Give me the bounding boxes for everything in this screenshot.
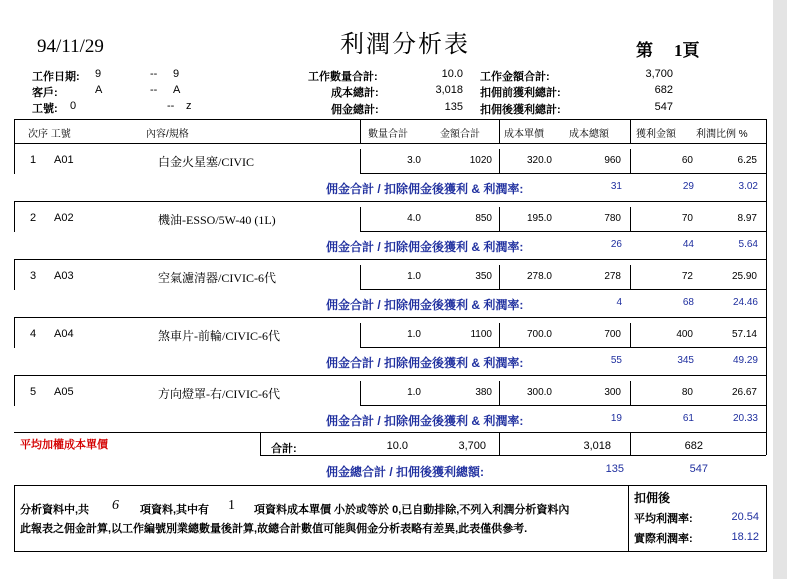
cell-bottom-rule: [360, 347, 766, 348]
row-job: A05: [54, 386, 74, 398]
cell-bottom-rule: [360, 173, 766, 174]
row-commission-label: 佣金合計 / 扣除佣金後獲利 & 利潤率:: [326, 356, 524, 370]
col-qty: 數量合計: [368, 129, 408, 140]
row-net-ratio: 3.02: [738, 181, 758, 192]
totals-amount: 3,700: [458, 440, 486, 452]
row-amount: 850: [475, 213, 492, 224]
cell-divider: [360, 207, 361, 231]
row-net-profit: 44: [682, 239, 694, 250]
row-commission: 19: [610, 413, 622, 424]
row-left-border: [14, 317, 15, 347]
note-suffix: 項資料成本單價 小於或等於 0,已自動排除,不列入利潤分析資料內: [254, 504, 570, 516]
row-profit: 80: [681, 387, 693, 398]
row-content: 方向燈罩-右/CIVIC-6代: [158, 387, 280, 401]
row-profit: 60: [681, 155, 693, 166]
header-divider: [499, 119, 500, 143]
avg-rate-label: 平均利潤率:: [634, 513, 693, 525]
row-right-border: [766, 375, 767, 433]
profit-before-label: 扣佣前獲利總計:: [480, 87, 561, 99]
actual-rate-value: 18.12: [731, 531, 759, 543]
col-total-cost: 成本總額: [569, 129, 609, 140]
row-net-profit: 61: [682, 413, 694, 424]
row-left-border: [14, 143, 15, 173]
commission-total-value: 135: [444, 101, 463, 113]
avg-rate-value: 20.54: [731, 511, 759, 523]
cell-divider: [360, 265, 361, 289]
col-unit-cost: 成本單價: [504, 129, 544, 140]
row-corner: [14, 231, 15, 232]
totals-commission: 135: [605, 463, 624, 475]
cost-total-label: 成本總計:: [331, 87, 379, 99]
header-divider: [630, 119, 631, 143]
row-divider-rule: [14, 375, 767, 376]
totals-commission-label: 佣金總合計 / 扣佣後獲利總額:: [326, 465, 484, 479]
row-unit-cost: 278.0: [526, 271, 552, 282]
row-ratio: 57.14: [731, 329, 757, 340]
work-date-label: 工作日期:: [32, 71, 80, 83]
cell-bottom-rule: [360, 231, 766, 232]
note-mid: 項資料,其中有: [140, 504, 210, 516]
window-edge: [773, 0, 787, 579]
row-total-cost: 300: [604, 387, 621, 398]
row-corner: [14, 347, 15, 348]
row-total-cost: 278: [604, 271, 621, 282]
commission-total-label: 佣金總計:: [331, 104, 379, 116]
footer-left-border: [14, 485, 15, 552]
totals-divider: [766, 432, 767, 455]
row-ratio: 25.90: [731, 271, 757, 282]
row-left-border: [14, 259, 15, 289]
weighted-cost-label: 平均加權成本單價: [20, 439, 108, 451]
job-from: 0: [70, 100, 77, 112]
report-date: 94/11/29: [37, 36, 104, 57]
row-amount: 1100: [470, 329, 492, 340]
row-right-border: [766, 259, 767, 317]
row-net-ratio: 20.33: [732, 413, 758, 424]
row-unit-cost: 320.0: [526, 155, 552, 166]
qty-total-value: 10.0: [441, 68, 463, 80]
customer-to: A: [173, 84, 181, 96]
row-left-border: [14, 201, 15, 231]
row-commission-label: 佣金合計 / 扣除佣金後獲利 & 利潤率:: [326, 240, 524, 254]
row-seq: 3: [30, 270, 37, 282]
row-commission: 55: [610, 355, 622, 366]
row-ratio: 26.67: [731, 387, 757, 398]
totals-divider: [260, 432, 261, 455]
totals-cost: 3,018: [583, 440, 611, 452]
cell-divider: [360, 381, 361, 405]
col-ratio: 利潤比例 %: [696, 129, 748, 140]
row-content: 空氣濾清器/CIVIC-6代: [158, 271, 276, 285]
cell-bottom-rule: [360, 405, 766, 406]
row-profit: 72: [681, 271, 693, 282]
col-profit: 獲利金額: [636, 129, 676, 140]
row-job: A04: [54, 328, 74, 340]
totals-sum-label: 合計:: [271, 443, 297, 455]
row-left-border: [14, 375, 15, 405]
page-label: 第: [636, 41, 653, 60]
header-right-border: [766, 119, 767, 143]
row-content: 白金火星塞/CIVIC: [158, 155, 255, 169]
profit-after-value: 547: [654, 101, 673, 113]
profit-after-label: 扣佣後獲利總計:: [480, 104, 561, 116]
actual-rate-label: 實際利潤率:: [634, 533, 693, 545]
row-seq: 2: [30, 212, 37, 224]
job-label: 工號:: [32, 103, 58, 115]
profit-before-value: 682: [654, 84, 673, 96]
row-commission: 4: [616, 297, 622, 308]
row-seq: 5: [30, 386, 37, 398]
row-corner: [14, 289, 15, 290]
customer-sep: --: [150, 84, 158, 96]
row-qty: 1.0: [407, 271, 421, 282]
note-prefix: 分析資料中,共: [20, 504, 90, 516]
row-net-ratio: 5.64: [738, 239, 758, 250]
totals-net-profit: 547: [689, 463, 708, 475]
row-divider-rule: [14, 201, 767, 202]
cost-total-value: 3,018: [435, 84, 463, 96]
footer-right-border: [766, 485, 767, 552]
footer-top-rule: [14, 485, 767, 486]
row-right-border: [766, 143, 767, 201]
note-count2: 1: [228, 498, 235, 513]
amount-total-value: 3,700: [645, 68, 673, 80]
qty-total-label: 工作數量合計:: [308, 71, 378, 83]
row-unit-cost: 700.0: [526, 329, 552, 340]
col-amount: 金額合計: [440, 129, 480, 140]
row-commission-label: 佣金合計 / 扣除佣金後獲利 & 利潤率:: [326, 182, 524, 196]
col-content: 內容/規格: [146, 129, 189, 140]
row-qty: 1.0: [407, 387, 421, 398]
row-commission-label: 佣金合計 / 扣除佣金後獲利 & 利潤率:: [326, 414, 524, 428]
amount-total-label: 工作金額合計:: [480, 71, 550, 83]
job-to: z: [186, 100, 192, 112]
cell-divider: [360, 149, 361, 173]
footer-divider: [628, 485, 629, 552]
row-total-cost: 960: [604, 155, 621, 166]
cell-divider: [630, 265, 631, 289]
row-unit-cost: 300.0: [526, 387, 552, 398]
report-title: 利潤分析表: [340, 32, 470, 58]
row-profit: 400: [676, 329, 693, 340]
row-amount: 350: [475, 271, 492, 282]
row-qty: 4.0: [407, 213, 421, 224]
customer-from: A: [95, 84, 103, 96]
row-commission: 31: [610, 181, 622, 192]
cell-bottom-rule: [360, 289, 766, 290]
customer-label: 客戶:: [32, 87, 58, 99]
row-commission-label: 佣金合計 / 扣除佣金後獲利 & 利潤率:: [326, 298, 524, 312]
totals-divider: [630, 432, 631, 455]
row-net-profit: 29: [682, 181, 694, 192]
job-sep: --: [167, 100, 175, 112]
row-qty: 1.0: [407, 329, 421, 340]
totals-bottom-rule: [260, 455, 766, 456]
row-net-profit: 345: [677, 355, 694, 366]
row-commission: 26: [610, 239, 622, 250]
row-qty: 3.0: [407, 155, 421, 166]
row-right-border: [766, 317, 767, 375]
row-content: 煞車片-前輪/CIVIC-6代: [158, 329, 280, 343]
row-net-ratio: 49.29: [732, 355, 758, 366]
cell-divider: [630, 381, 631, 405]
row-net-ratio: 24.46: [732, 297, 758, 308]
cell-divider: [630, 207, 631, 231]
note-line2: 此報表之佣金計算,以工作編號別業總數量後計算,故總合計數值可能與佣金分析表略有差異,此表僅供參考.: [20, 523, 528, 535]
row-divider-rule: [14, 317, 767, 318]
header-bottom-rule: [14, 143, 767, 144]
row-total-cost: 700: [604, 329, 621, 340]
header-left-border: [14, 119, 15, 143]
header-divider: [360, 119, 361, 143]
row-corner: [14, 405, 15, 406]
row-job: A02: [54, 212, 74, 224]
row-total-cost: 780: [604, 213, 621, 224]
col-seq-job: 次序 工號: [28, 129, 71, 140]
row-amount: 1020: [469, 155, 492, 166]
cell-divider: [360, 323, 361, 347]
row-seq: 4: [30, 328, 37, 340]
row-content: 機油-ESSO/5W-40 (1L): [158, 213, 276, 227]
row-ratio: 6.25: [737, 155, 757, 166]
totals-profit: 682: [684, 440, 703, 452]
totals-divider: [499, 432, 500, 455]
work-date-sep: --: [150, 68, 158, 80]
work-date-to: 9: [173, 68, 180, 80]
row-profit: 70: [681, 213, 693, 224]
header-top-rule: [14, 119, 767, 120]
row-job: A01: [54, 154, 74, 166]
note-count1: 6: [112, 498, 119, 513]
totals-qty: 10.0: [386, 440, 408, 452]
totals-top-rule: [14, 432, 767, 433]
row-divider-rule: [14, 259, 767, 260]
footer-bottom-rule: [14, 551, 767, 552]
row-seq: 1: [30, 154, 37, 166]
row-job: A03: [54, 270, 74, 282]
row-unit-cost: 195.0: [526, 213, 552, 224]
after-commission-label: 扣佣後: [634, 491, 671, 505]
cell-divider: [630, 323, 631, 347]
row-corner: [14, 173, 15, 174]
page-number: 1頁: [674, 41, 700, 60]
row-ratio: 8.97: [737, 213, 757, 224]
work-date-from: 9: [95, 68, 102, 80]
cell-divider: [630, 149, 631, 173]
row-right-border: [766, 201, 767, 259]
row-net-profit: 68: [682, 297, 694, 308]
row-amount: 380: [475, 387, 492, 398]
